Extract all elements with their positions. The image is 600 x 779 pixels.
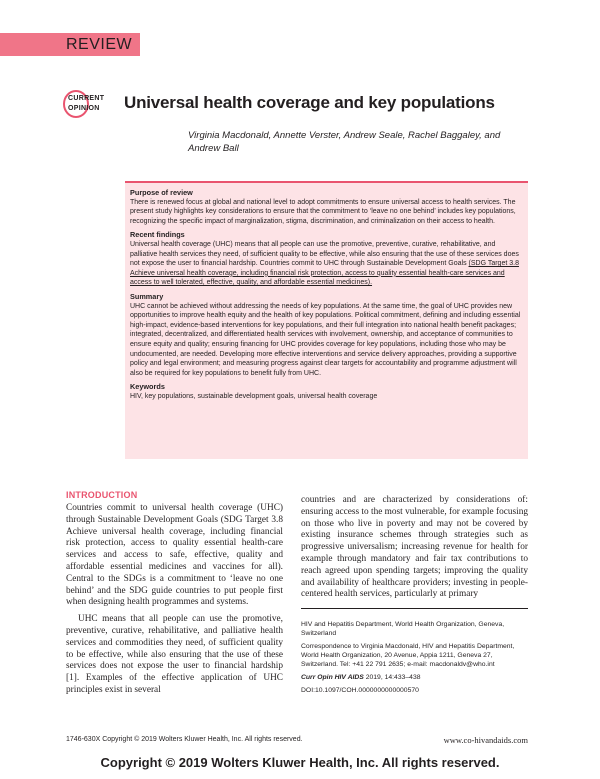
keywords-heading: Keywords <box>130 382 165 392</box>
intro-paragraph-2: UHC means that all people can use the promotive, preventive, curative, rehabilitative, and palliative health services and commodities they need, of sufficient quality to be effective, while also ensuring that the use of these services does not expose the user to financial hardship [1]. Examples of the effective application of UHC principles exist in several <box>66 614 283 695</box>
copyright-notice: Copyright © 2019 Wolters Kluwer Health, Inc. All rights reserved. <box>100 755 500 770</box>
findings-text <box>130 240 523 288</box>
right-column <box>301 495 528 601</box>
footer-website: www.co-hivandaids.com <box>443 735 528 745</box>
findings-text-b: (SDG Target 3.8 Achieve universal health coverage, including financial risk protection, access to quality essential health-care services and access to well tolerated, effective, quality, and affordable essential medicines). <box>130 260 519 287</box>
abstract-box <box>125 181 528 459</box>
review-label: REVIEW <box>66 36 133 53</box>
article-title: Universal health coverage and key populations <box>124 93 495 112</box>
affiliation-divider <box>301 608 528 609</box>
keywords-text: HIV, key populations, sustainable development goals, universal health coverage <box>130 392 378 400</box>
intro-paragraph-1: Countries commit to universal health coverage (UHC) through Sustainable Development Goals (SDG Target 3.8 Achieve universal health coverage, including financial risk protection, access to quality essential health-care services and access to safe, effective, quality and affordable essential medicines and vaccines for all). Central to the SDGs is a commitment to ‘leave no one behind’ and the SDG guide countries to put people first when designing health programmes and systems. <box>66 503 283 608</box>
citation-line <box>301 673 528 682</box>
affiliation-dept: HIV and Hepatitis Department, World Health Organization, Geneva, Switzerland <box>301 621 505 637</box>
logo-ring-icon <box>62 88 112 120</box>
correspondence: Correspondence to Virginia Macdonald, HIV and Hepatitis Department, World Health Organization, 20 Avenue, Appia 1211, Geneva 27, Switzerland. Tel: +41 22 791 2635; e-mail: macdonaldv@who.int <box>301 643 515 668</box>
summary-text: UHC cannot be achieved without addressing the needs of key populations. At the same time, the goal of UHC provides new opportunities to improve health equity and the health of key populations. Political commitment, defining and including essential high-impact, evidence-based interventions for key populations, and their full integration into national health benefit packages; integrated, decentralized, and differentiated health services with involvement, ownership, and acceptance of communities to ensure equity and quality; ensuring financing for UHC provides coverage for key populations, including those who may be undocumented, are needed. Developing more effective interventions and service delivery approaches, providing a supportive policy and legal environment; and measuring progress against clear targets for accountability and programme adjustment will also be required for key populations to benefit fully from UHC. <box>130 302 521 377</box>
citation-detail: 2019, 14:433–438 <box>363 674 421 681</box>
journal-name: Curr Opin HIV AIDS <box>301 674 364 681</box>
intro-paragraph-continued: countries and are characterized by considerations of: ensuring access to the most vulnerable, for example focusing on those who live in poverty and may not be covered by existing insurance schemes through strategies such as progressive universalism; increasing revenue for health for example through mandatory and fair tax contributions to reach agreed upon spending targets; improving the quality and availability of healthcare providers; investing in people-centered health services, particularly at primary <box>301 495 528 600</box>
introduction-heading: INTRODUCTION <box>66 490 138 500</box>
author-list: Virginia Macdonald, Annette Verster, Andrew Seale, Rachel Baggaley, and Andrew Ball <box>188 130 501 154</box>
purpose-heading: Purpose of review <box>130 188 193 197</box>
findings-text-a: Universal health coverage (UHC) means that all people can use the promotive, preventive, curative, rehabilitative, and palliative health services they need, of sufficient quality to be effective, while also ensuring that the use of these services does not expose the user to financial hardship. Countries commit to UHC through Sustainable Development Goals <box>130 240 519 268</box>
doi: DOI:10.1097/COH.0000000000000570 <box>301 687 419 694</box>
purpose-text: There is renewed focus at global and national level to adopt commitments to ensure universal access to health services. The present study highlights key considerations to ensure that the commitment to ‘leave no one behind’ includes key populations, recognizing the specific impact of marginalization, stigma, discrimination, and criminalization on their access to health. <box>130 198 516 225</box>
left-column <box>66 490 283 697</box>
review-banner <box>0 33 140 56</box>
current-opinion-logo <box>62 88 112 120</box>
findings-heading: Recent findings <box>130 230 185 240</box>
affiliation-block <box>301 620 528 699</box>
summary-heading: Summary <box>130 291 164 301</box>
logo-line2: OPINION <box>68 105 100 112</box>
footer-issn: 1746-630X Copyright © 2019 Wolters Kluwer Health, Inc. All rights reserved. <box>66 736 303 743</box>
logo-line1: CURRENT <box>68 95 105 102</box>
